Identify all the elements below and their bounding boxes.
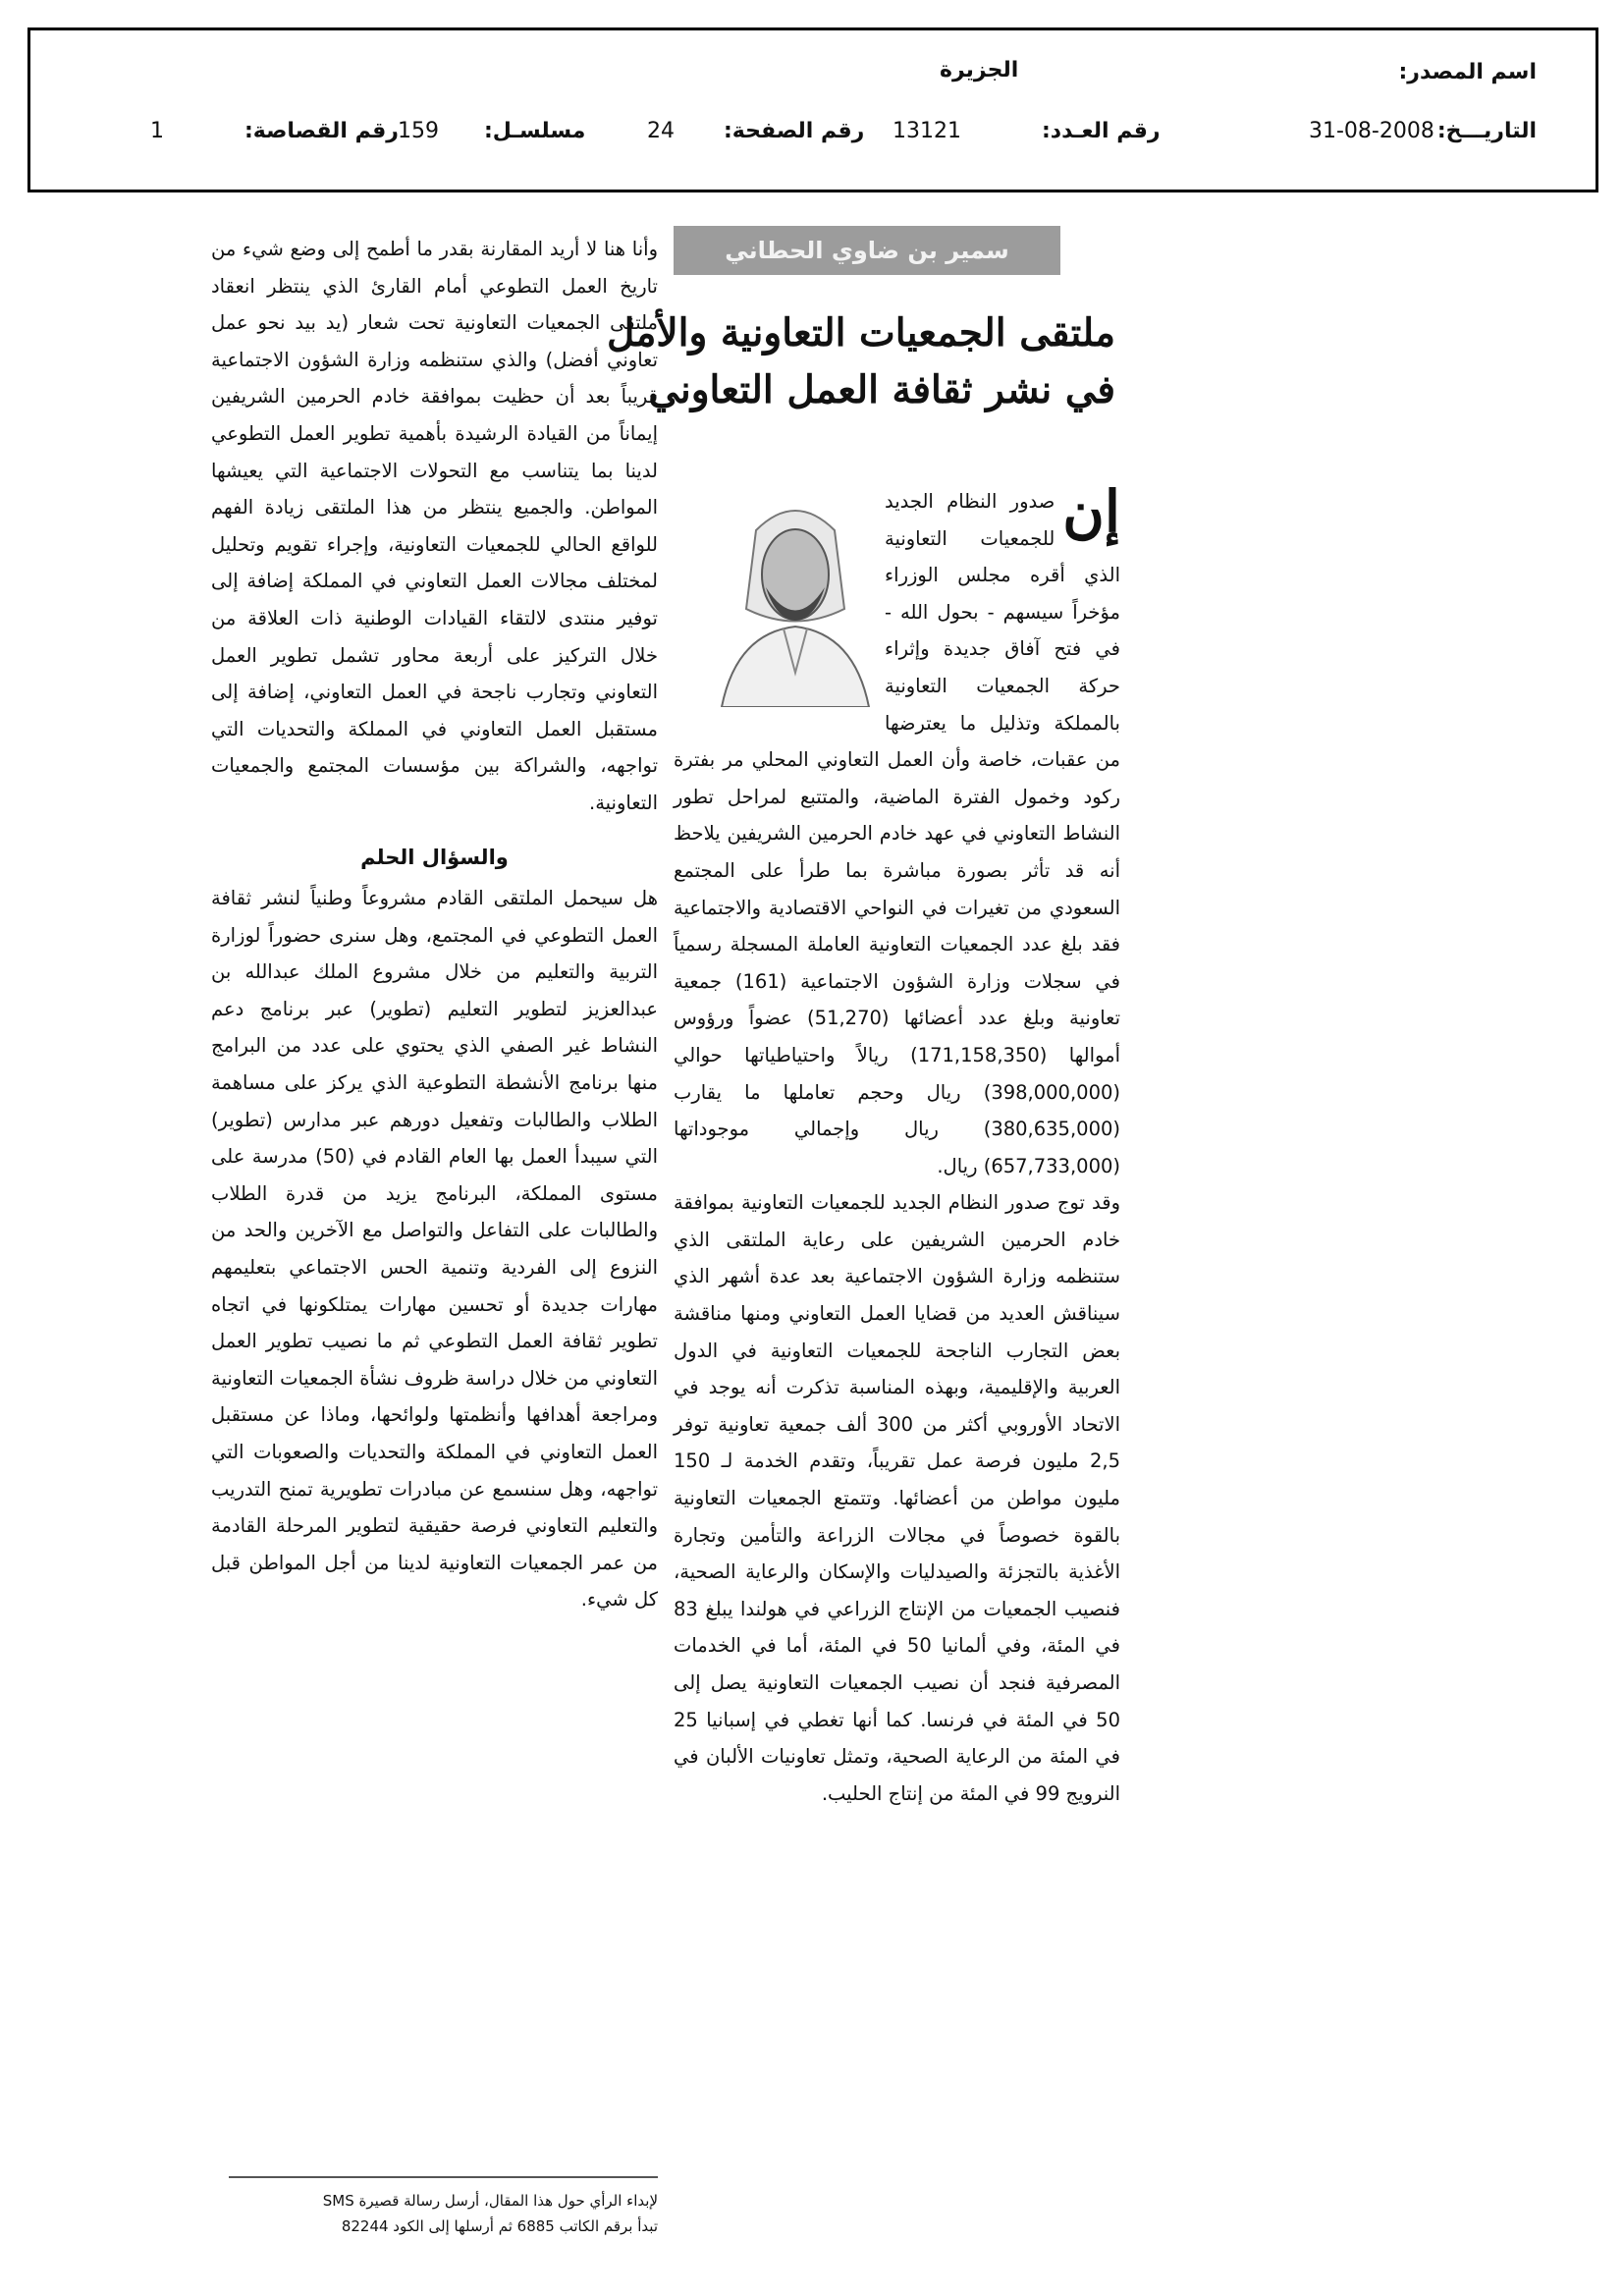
- serial-label: مسلسـل:: [484, 119, 586, 143]
- page-label: رقم الصفحة:: [724, 119, 865, 143]
- footnote-line-1: لإبداء الرأي حول هذا المقال، أرسل رسالة قصيرة SMS: [322, 2192, 658, 2210]
- page-value: 24: [647, 119, 675, 143]
- clip-label: رقم القصاصة:: [244, 119, 399, 143]
- author-byline: سمير بن ضاوي الحطاني: [674, 226, 1060, 275]
- paragraph-left-2: هل سيحمل الملتقى القادم مشروعاً وطنياً لنشر ثقافة العمل التطوعي في المجتمع، وهل سنرى حضوراً لوزارة التربية والتعليم من خلال مشروع الملك عبدالله بن عبدالعزيز لتطوير التعليم (تطوير) عبر برنامج دعم النشاط غير الصفي الذي يحتوي على عدد من البرامج منها برنامج الأنشطة التطوعية الذي يركز على مساهمة الطلاب والطالبات وتفعيل دورهم عبر مدارس (تطوير) التي سيبدأ العمل بها العام القادم في (50) مدرسة على مستوى المملكة، البرنامج يزيد من قدرة الطلاب والطالبات على التفاعل والتواصل مع الآخرين والحد من النزوع إلى الفردية وتنمية الحس الاجتماعي بتعليمهم مهارات جديدة أو تحسين مهارات يمتلكونها في اتجاه تطوير ثقافة العمل التطوعي ثم ما نصيب تطوير العمل التعاوني من خلال دراسة ظروف نشأة الجمعيات التعاونية ومراجعة أهدافها وأنظمتها ولوائحها، وماذا عن مستقبل العمل التعاوني في المملكة والتحديات والصعوبات التي تواجهه، وهل سنسمع عن مبادرات تطويرية تمنح التدريب والتعليم التعاوني فرصة حقيقية لتطوير المرحلة القادمة من عمر الجمعيات التعاونية لدينا من أجل المواطن قبل كل شيء.: [211, 887, 658, 1612]
- source-label: اسم المصدر:: [1398, 60, 1537, 84]
- date-value: 31-08-2008: [1309, 119, 1434, 143]
- source-value: الجزيرة: [940, 58, 1019, 82]
- header-box: [27, 27, 1598, 192]
- issue-label: رقم العـدد:: [1042, 119, 1161, 143]
- issue-value: 13121: [893, 119, 961, 143]
- title-line-1: ملتقى الجمعيات التعاونية والأمل: [606, 310, 1115, 355]
- paragraph-right-2: وقد توج صدور النظام الجديد للجمعيات التعاونية بموافقة خادم الحرمين الشريفين على رعاية الملتقى الذي ستنظمه وزارة الشؤون الاجتماعية بعد عدة أشهر الذي سيناقش العديد من قضايا العمل التعاوني ومنها مناقشة بعض التجارب الناجحة للجمعيات التعاونية في الدول العربية والإقليمية، وبهذه المناسبة تذكرت أنه يوجد في الاتحاد الأوروبي أكثر من 300 ألف جمعية تعاونية توفر 2,5 مليون فرصة عمل تقريباً، وتقدم الخدمة لـ 150 مليون مواطن من أعضائها. وتتمتع الجمعيات التعاونية بالقوة خصوصاً في مجالات الزراعة والتأمين وتجارة الأغذية بالتجزئة والصيدليات والإسكان والرعاية الصحية، فنصيب الجمعيات من الإنتاج الزراعي في هولندا يبلغ 83 في المئة، وفي ألمانيا 50 في المئة، أما في الخدمات المصرفية فنجد أن نصيب الجمعيات التعاونية يصل إلى 50 في المئة في فرنسا. كما أنها تغطي في إسبانيا 25 في المئة من الرعاية الصحية، وتمثل تعاونيات الألبان في النرويج 99 في المئة من إنتاج الحليب.: [674, 1191, 1121, 1805]
- footnote-line-2: تبدأ برقم الكاتب 6885 ثم أرسلها إلى الكود 82244: [341, 2217, 658, 2235]
- article-title: [606, 304, 1115, 418]
- clip-value: 1: [150, 119, 164, 143]
- article-column-left: [211, 231, 658, 1618]
- date-label: التاريـــخ:: [1436, 119, 1537, 143]
- sms-footnote: [229, 2188, 658, 2239]
- title-line-2: في نشر ثقافة العمل التعاوني: [648, 367, 1115, 412]
- serial-value: 159: [398, 119, 439, 143]
- paragraph-right-1: صدور النظام الجديد للجمعيات التعاونية الذي أقره مجلس الوزراء مؤخراً سيسهم - بحول الله - في فتح آفاق جديدة وإثراء حركة الجمعيات التعاونية بالمملكة وتذليل ما يعترضها من عقبات، خاصة وأن العمل التعاوني المحلي مر بفترة ركود وخمول الفترة الماضية، والمتتبع لمراحل تطور النشاط التعاوني في عهد خادم الحرمين الشريفين يلاحظ أنه قد تأثر بصورة مباشرة بما طرأ على المجتمع السعودي من تغيرات في النواحي الاقتصادية والاجتماعية فقد بلغ عدد الجمعيات التعاونية العاملة المسجلة رسمياً في سجلات وزارة الشؤون الاجتماعية (161) جمعية تعاونية وبلغ عدد أعضائها (51,270) عضواً ورؤوس أموالها (171,158,350) ريالاً واحتياطياتها حوالي (398,000,000) ريال وحجم تعاملها ما يقارب (380,635,000) ريال وإجمالي موجوداتها (657,733,000) ريال.: [674, 490, 1121, 1177]
- drop-cap: إن: [1062, 478, 1120, 545]
- footnote-divider: [229, 2176, 658, 2178]
- paragraph-left-1: وأنا هنا لا أريد المقارنة بقدر ما أطمح إلى وضع شيء من تاريخ العمل التطوعي أمام القارئ الذي ينتظر انعقاد ملتقى الجمعيات التعاونية تحت شعار (يد بيد نحو عمل تعاوني أفضل) والذي ستنظمه وزارة الشؤون الاجتماعية قريباً بعد أن حظيت بموافقة خادم الحرمين الشريفين إيماناً من القيادة الرشيدة بأهمية تطوير العمل التطوعي لدينا بما يتناسب مع التحولات الاجتماعية التي يعيشها المواطن. والجميع ينتظر من هذا الملتقى زيادة الفهم للواقع الحالي للجمعيات التعاونية، وإجراء تقويم وتحليل لمختلف مجالات العمل التعاوني في المملكة إضافة إلى توفير منتدى لالتقاء القيادات الوطنية ذات العلاقة من خلال التركيز على أربعة محاور تشمل تطوير العمل التعاوني وتجارب ناجحة في العمل التعاوني، إضافة إلى مستقبل العمل التعاوني في المملكة والتحديات التي تواجهه، والشراكة بين مؤسسات المجتمع والجمعيات التعاونية.: [211, 238, 658, 814]
- section-subhead: والسؤال الحلم: [360, 845, 509, 869]
- article-column-right: [674, 478, 1121, 1812]
